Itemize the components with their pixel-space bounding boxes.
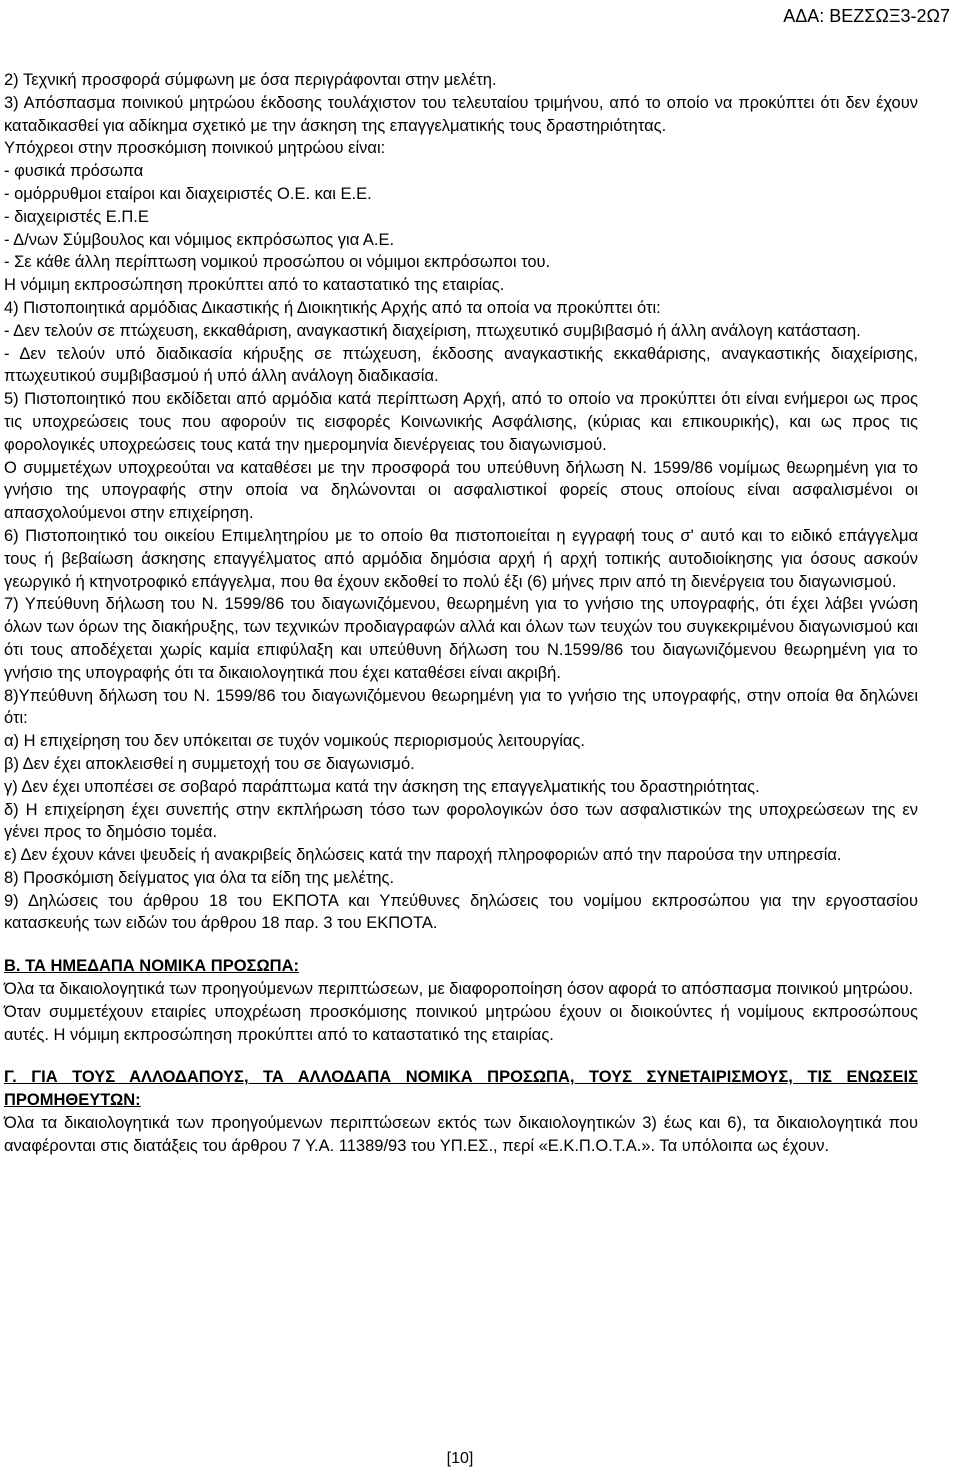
paragraph-legal-representation: Η νόμιμη εκπροσώπηση προκύπτει από το καταστατικό της εταιρίας. (4, 276, 505, 295)
list-item: - Δεν τελούν σε πτώχευση, εκκαθάριση, αναγκαστική διαχείριση, πτωχευτικό συμβιβασμό ή άλλη ανάλογη κατάσταση. (4, 321, 861, 340)
paragraph-chamber-certificate: 6) Πιστοποιητικό του οικείου Επιμελητηρίου με το οποίο θα πιστοποιείται η εγγραφή τους σ' αυτό και το ειδικό επάγγελμα τους ή βεβαίωση άσκησης επαγγέλματος από αρμόδια δημόσια αρχή ή αρχή τοπικής αυτοδιοίκησης για όσους ασκούν γεωργικό ή κτηνοτροφικό επάγγελμα, που θα έχουν εκδοθεί το πολύ έξι (6) μήνες πριν από τη διενέργεια του διαγωνισμού. (4, 526, 918, 591)
list-item: α) Η επιχείρηση του δεν υπόκειται σε τυχόν νομικούς περιορισμούς λειτουργίας. (4, 732, 585, 751)
paragraph-declaration-8: 8)Υπεύθυνη δήλωση του Ν. 1599/86 του διαγωνιζόμενου θεωρημένη για το γνήσιο της υπογραφής, στην οποία θα δηλώνει ότι: (4, 686, 918, 728)
section-b-paragraph: Όλα τα δικαιολογητικά των προηγούμενων περιπτώσεων, με διαφοροποίηση όσον αφορά το απόσπασμα ποινικού μητρώου. (4, 980, 914, 999)
list-item: γ) Δεν έχει υποπέσει σε σοβαρό παράπτωμα κατά την άσκηση της επαγγελματικής του δραστηριότητας. (4, 777, 760, 796)
list-item: β) Δεν έχει αποκλεισθεί η συμμετοχή του σε διαγωνισμό. (4, 754, 415, 773)
paragraph-technical-offer: 2) Τεχνική προσφορά σύμφωνη με όσα περιγράφονται στην μελέτη. (4, 71, 497, 89)
paragraph-social-security: 5) Πιστοποιητικό που εκδίδεται από αρμόδια κατά περίπτωση Αρχή, από το οποίο να προκύπτει ότι είναι ενήμεροι ως προς τις υποχρεώσεις τους που αφορούν τις εισφορές Κοινωνικής Ασφάλισης, (κύριας και επικουρικής), και ως προς τις φορολογικές υποχρεώσεις τους κατά την ημερομηνία διενέργειας του διαγωνισμού. (4, 390, 918, 454)
document-body (4, 69, 918, 1158)
paragraph-ekpota: 9) Δηλώσεις του άρθρου 18 του ΕΚΠΟΤΑ και Υπεύθυνες δηλώσεις του νομίμου εκπροσώπου για την εργοστασίου κατασκευής των ειδών του άρθρου 18 παρ. 3 του ΕΚΠΟΤΑ. (4, 891, 918, 933)
ada-code: ΑΔΑ: ΒΕΖΣΩΞ3-2Ω7 (783, 6, 950, 26)
list-item: - διαχειριστές Ε.Π.Ε (4, 207, 149, 226)
paragraph-declaration-terms: 7) Υπεύθυνη δήλωση του Ν. 1599/86 του διαγωνιζόμενου, θεωρημένη για το γνήσιο της υπογραφής, ότι έχει λάβει γνώση όλων των όρων της διακήρυξης, των τεχνικών προδιαγραφών αλλά και όλων των τευχών του συγκεκριμένου διαγωνισμού και ότι τους αποδέχεται χωρίς καμία επιφύλαξη και υπεύθυνη δήλωση του Ν.1599/86 του διαγωνιζόμενου θεωρημένη για το γνήσιο της υπογραφής ότι τα δικαιολογητικά που έχει καταθέσει είναι ακριβή. (4, 595, 918, 682)
paragraph-certificates: 4) Πιστοποιητικά αρμόδιας Δικαστικής ή Διοικητικής Αρχής από τα οποία να προκύπτει ότι: (4, 298, 661, 317)
paragraph-obligated-persons: Υπόχρεοι στην προσκόμιση ποινικού μητρώου είναι: (4, 139, 386, 158)
list-item: - Σε κάθε άλλη περίπτωση νομικού προσώπου οι νόμιμοι εκπρόσωποι του. (4, 253, 551, 272)
section-b-heading: Β. ΤΑ ΗΜΕΔΑΠΑ ΝΟΜΙΚΑ ΠΡΟΣΩΠΑ: (4, 957, 300, 976)
section-b-paragraph: Όταν συμμετέχουν εταιρίες υποχρέωση προσκόμισης ποινικού μητρώου έχουν οι διοικούντες ή νομίμους εκπροσώπους αυτές. Η νόμιμη εκπροσώπηση προκύπτει από το καταστατικό της εταιρίας. (4, 1002, 918, 1044)
list-item: - Δ/νων Σύμβουλος και νόμιμος εκπρόσωπος για Α.Ε. (4, 230, 395, 249)
list-item: - Δεν τελούν υπό διαδικασία κήρυξης σε πτώχευση, έκδοσης αναγκαστικής εκκαθάρισης, αναγκαστικής διαχείρισης, πτωχευτικού συμβιβασμού ή υπό άλλη ανάλογη διαδικασία. (4, 344, 918, 386)
paragraph-samples: 8) Προσκόμιση δείγματος για όλα τα είδη της μελέτης. (4, 868, 395, 887)
paragraph-responsible-declaration: Ο συμμετέχων υποχρεούται να καταθέσει με την προσφορά του υπεύθυνη δήλωση Ν. 1599/86 νομίμως θεωρημένη για το γνήσιο της υπογραφής στην οποία να δηλώνονται οι ασφαλιστικοί φορείς στους οποίους είναι ασφαλισμένοι οι απασχολούμενοι στην επιχείρηση. (4, 458, 918, 523)
list-item: - ομόρρυθμοι εταίροι και διαχειριστές Ο.Ε. και Ε.Ε. (4, 184, 372, 203)
paragraph-criminal-record: 3) Απόσπασμα ποινικού μητρώου έκδοσης τουλάχιστον του τελευταίου τριμήνου, από το οποίο να προκύπτει ότι δεν έχουν καταδικασθεί για αδίκημα σχετικό με την άσκηση της επαγγελματικής τους δραστηριότητας. (4, 93, 918, 135)
section-c-paragraph: Όλα τα δικαιολογητικά των προηγούμενων περιπτώσεων εκτός των δικαιολογητικών 3) έως και 6), τα δικαιολογητικά που αναφέρονται στις διατάξεις του άρθρου 7 Υ.Α. 11389/93 του ΥΠ.ΕΣ., περί «Ε.Κ.Π.Ο.Τ.Α.». Τα υπόλοιπα ως έχουν. (4, 1114, 918, 1155)
list-item: ε) Δεν έχουν κάνει ψευδείς ή ανακριβείς δηλώσεις κατά την παροχή πληροφοριών από την παρούσα την υπηρεσία. (4, 846, 842, 865)
list-item: δ) Η επιχείρηση έχει συνεπής στην εκπλήρωση τόσο των φορολογικών όσο των ασφαλιστικών της υποχρεώσεων της εν γένει προς το δημόσιο τομέα. (4, 800, 918, 842)
list-item: - φυσικά πρόσωπα (4, 162, 144, 181)
page-number: [10] (446, 1450, 474, 1467)
section-c-heading: Γ. ΓΙΑ ΤΟΥΣ ΑΛΛΟΔΑΠΟΥΣ, ΤΑ ΑΛΛΟΔΑΠΑ ΝΟΜΙΚΑ ΠΡΟΣΩΠΑ, ΤΟΥΣ ΣΥΝΕΤΑΙΡΙΣΜΟΥΣ, ΤΙΣ ΕΝΩΣΕΙΣ ΠΡΟΜΗΘΕΥΤΩΝ: (4, 1068, 918, 1110)
